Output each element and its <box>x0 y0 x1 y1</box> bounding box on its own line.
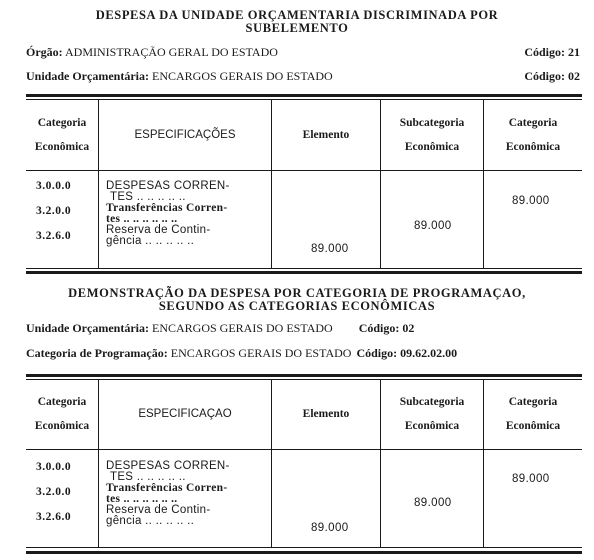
spec-line: Reserva de Contin- <box>106 224 211 236</box>
table2-codes <box>36 455 96 530</box>
table1-header-categoria: Categoria Econômica <box>34 117 90 153</box>
table2-categoria-value: 89.000 <box>512 473 550 485</box>
table2-header-elemento: Elemento <box>302 408 350 420</box>
unidade2-label: Unidade Orçamentária: <box>26 321 149 335</box>
code-item: 3.2.0.0 <box>36 486 72 498</box>
categoria-programacao-codigo-label: Código: <box>356 346 398 360</box>
table2-bottom-rule-thin <box>26 547 582 548</box>
table1-header-categoria2: Categoria Econômica <box>505 117 561 153</box>
code-item: 3.2.0.0 <box>36 205 72 217</box>
table1-spec <box>106 181 261 247</box>
categoria-programacao-label: Categoria de Programação: <box>26 346 168 360</box>
spec-line: TES .. .. .. .. .. <box>110 191 186 203</box>
code-item: 3.2.6.0 <box>36 230 72 242</box>
categoria-programacao-value: ENCARGOS GERAIS DO ESTADO <box>170 346 352 360</box>
unidade-value: ENCARGOS GERAIS DO ESTADO <box>151 69 333 83</box>
unidade2-codigo-value: 02 <box>402 321 415 335</box>
table1-top-rule <box>26 94 582 97</box>
section1-title-line1: DESPESA DA UNIDADE ORÇAMENTARIA DISCRIMINADA POR <box>95 8 499 22</box>
section2-title-line1: DEMONSTRAÇÃO DA DESPESA POR CATEGORIA DE PROGRAMAÇAO, <box>68 286 526 300</box>
categoria-programacao-row <box>26 346 580 361</box>
spec-line: gência .. .. .. .. .. <box>106 515 195 527</box>
spec-line: DESPESAS CORREN- <box>106 180 230 192</box>
unidade-row <box>26 69 580 84</box>
orgao-codigo-value: 21 <box>568 45 580 59</box>
table1-subcategoria-value: 89.000 <box>414 220 452 232</box>
table1-top-rule-thin <box>26 99 582 100</box>
table1-header-especificacoes: ESPECIFICAÇÕES <box>134 129 236 141</box>
code-item: 3.2.6.0 <box>36 511 72 523</box>
orgao-codigo-label: Código: <box>524 45 565 59</box>
table1-elemento-value: 89.000 <box>311 243 349 255</box>
table1-header-subcategoria: Subcategoria Econômica <box>399 117 465 153</box>
spec-line: Transferências Corren- <box>106 482 228 494</box>
orgao-label: Órgão: <box>26 45 63 59</box>
table1-codes <box>36 174 96 249</box>
code-item: 3.0.0.0 <box>36 461 72 473</box>
table1-bottom-rule <box>26 271 582 274</box>
spec-line: tes .. .. .. .. .. .. <box>106 213 178 225</box>
spec-line: TES .. .. .. .. .. <box>110 471 186 483</box>
spec-line: Transferências Corren- <box>106 202 228 214</box>
unidade-codigo-label: Código: <box>524 69 565 83</box>
spec-line: Reserva de Contin- <box>106 504 211 516</box>
table2-header-especificacao: ESPECIFICAÇAO <box>138 408 232 420</box>
table1-categoria-value: 89.000 <box>512 195 550 207</box>
table1-header-rule <box>26 170 582 171</box>
unidade-codigo-value: 02 <box>568 69 580 83</box>
table2-spec <box>106 461 261 527</box>
table2-header-rule <box>26 449 582 450</box>
spec-line: tes .. .. .. .. .. .. <box>106 493 178 505</box>
categoria-programacao-codigo-value: 09.62.02.00 <box>400 346 458 360</box>
table2-header-categoria2: Categoria Econômica <box>505 396 561 432</box>
table2-top-rule <box>26 374 582 377</box>
table2-subcategoria-value: 89.000 <box>414 497 452 509</box>
spec-line: gência .. .. .. .. .. <box>106 235 195 247</box>
table2-header-categoria: Categoria Econômica <box>34 396 90 432</box>
unidade-label: Unidade Orçamentária: <box>26 69 149 83</box>
orgao-row <box>26 45 580 60</box>
unidade2-row <box>26 321 580 336</box>
table2-elemento-value: 89.000 <box>311 522 349 534</box>
orgao-value: ADMINISTRAÇÃO GERAL DO ESTADO <box>65 45 278 59</box>
section1-title-line2: SUBELEMENTO <box>245 21 349 35</box>
table1-bottom-rule-thin <box>26 268 582 269</box>
spec-line: DESPESAS CORREN- <box>106 460 230 472</box>
unidade2-codigo-label: Código: <box>358 321 400 335</box>
table2-header-subcategoria: Subcategoria Econômica <box>399 396 465 432</box>
table2-bottom-rule <box>26 551 582 554</box>
section2-title-line2: SEGUNDO AS CATEGORIAS ECONÔMICAS <box>158 299 436 313</box>
unidade2-value: ENCARGOS GERAIS DO ESTADO <box>151 321 333 335</box>
table2-top-rule-thin <box>26 379 582 380</box>
code-item: 3.0.0.0 <box>36 180 72 192</box>
table1-header-elemento: Elemento <box>302 129 350 141</box>
